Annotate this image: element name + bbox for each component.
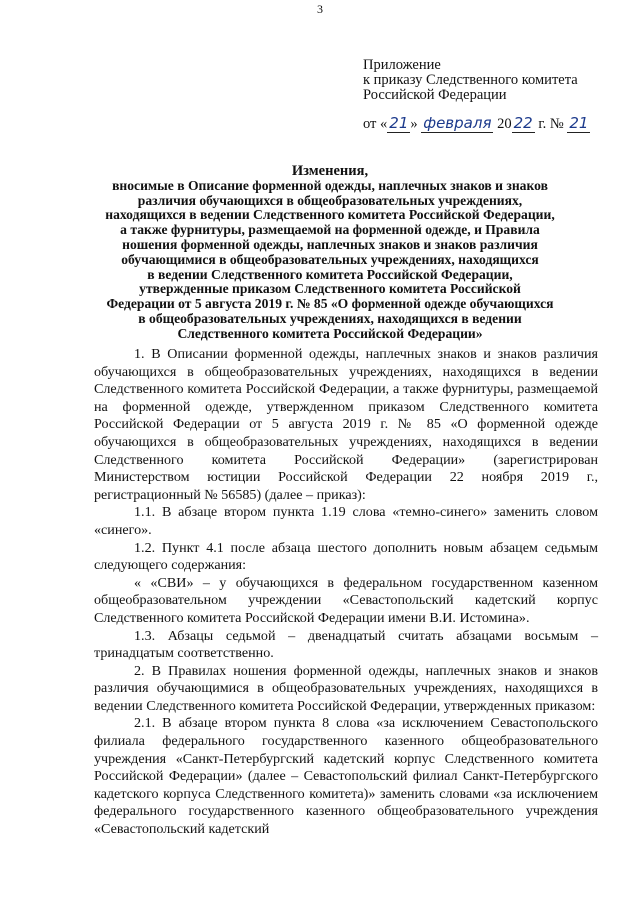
paragraph-1-2-quote: « «СВИ» – у обучающихся в федеральном государственном казенном общеобразовательном учреждении «Севастопольский кадетский корпус Следственного комитета Российской Федерации имени В.И. Истомина». — [94, 574, 598, 626]
handwritten-day: 21 — [389, 114, 409, 132]
appendix-header — [363, 58, 578, 103]
title-line-1: вносимые в Описание форменной одежды, наплечных знаков и знаков — [112, 177, 548, 193]
title-line-5: ношения форменной одежды, наплечных знаков и знаков различия — [122, 236, 538, 252]
title-line-2: различия обучающихся в общеобразовательных учреждениях, — [137, 192, 523, 208]
title-line-6: обучающимися в общеобразовательных учреждениях, находящихся — [121, 251, 539, 267]
title-heading: Изменения, — [291, 163, 369, 179]
page-number: 3 — [317, 2, 323, 16]
title-line-8: утвержденные приказом Следственного комитета Российской — [139, 281, 521, 297]
appendix-line-2: к приказу Следственного комитета — [363, 72, 578, 88]
document-title — [60, 164, 600, 342]
paragraph-2-1: 2.1. В абзаце втором пункта 8 слова «за исключением Севастопольского филиала федерального государственного казенного общеобразовательного учреждения «Санкт-Петербургский кадетский корпус Следственного комитета Российской Федерации» (далее – Севастопольский филиал Санкт-Петербургского кадетского корпуса Следственного комитета)» заменить словами «за исключением федерального государственного казенного общеобразовательного учреждения «Севастопольский кадетский — [94, 715, 598, 838]
paragraph-1-1: 1.1. В абзаце втором пункта 1.19 слова «темно-синего» заменить словом «синего». — [94, 504, 598, 538]
document-body — [94, 346, 598, 839]
handwritten-month: февраля — [423, 114, 492, 132]
year-end: г. № — [534, 116, 568, 132]
title-line-11: Следственного комитета Российской Федерации» — [177, 325, 483, 341]
year-prefix: 20 — [497, 116, 512, 132]
paragraph-2: 2. В Правилах ношения форменной одежды, наплечных знаков и знаков различия обучающимися в общеобразовательных учреждениях, находящихся в ведении Следственного комитета Российской Федерации, утвержденных приказом: — [94, 662, 598, 714]
order-date-number — [363, 114, 590, 133]
date-mid: » — [410, 116, 418, 132]
appendix-line-3: Российской Федерации — [363, 87, 507, 103]
title-line-7: в ведении Следственного комитета Российской Федерации, — [147, 266, 513, 282]
paragraph-1-3: 1.3. Абзацы седьмой – двенадцатый считать абзацами восьмым – тринадцатым соответственно. — [94, 627, 598, 662]
date-prefix: от « — [363, 116, 388, 132]
title-line-9: Федерации от 5 августа 2019 г. № 85 «О форменной одежде обучающихся — [106, 296, 554, 312]
handwritten-order-number: 21 — [569, 114, 589, 132]
title-line-3: находящихся в ведении Следственного комитета Российской Федерации, — [105, 207, 555, 223]
title-line-10: в общеобразовательных учреждениях, находящихся в ведении — [138, 310, 522, 326]
handwritten-year: 22 — [513, 114, 533, 132]
paragraph-1-2: 1.2. Пункт 4.1 после абзаца шестого дополнить новым абзацем седьмым следующего содержания: — [94, 539, 598, 574]
paragraph-1: 1. В Описании форменной одежды, наплечных знаков и знаков различия обучающихся в общеобразовательных учреждениях, находящихся в ведении Следственного комитета Российской Федерации, а также фурнитуры, размещаемой на форменной одежде, утвержденном приказом Следственного комитета Российской Федерации от 5 августа 2019 г. № 85 «О форменной одежде обучающихся в общеобразовательных учреждениях, находящихся в ведении Следственного комитета Российской Федерации» (зарегистрирован Министерством юстиции Российской Федерации 22 ноября 2019 г., регистрационный № 56585) (далее – приказ): — [94, 346, 598, 503]
appendix-line-1: Приложение — [363, 57, 441, 73]
title-line-4: а также фурнитуры, размещаемой на форменной одежде, и Правила — [120, 222, 540, 238]
